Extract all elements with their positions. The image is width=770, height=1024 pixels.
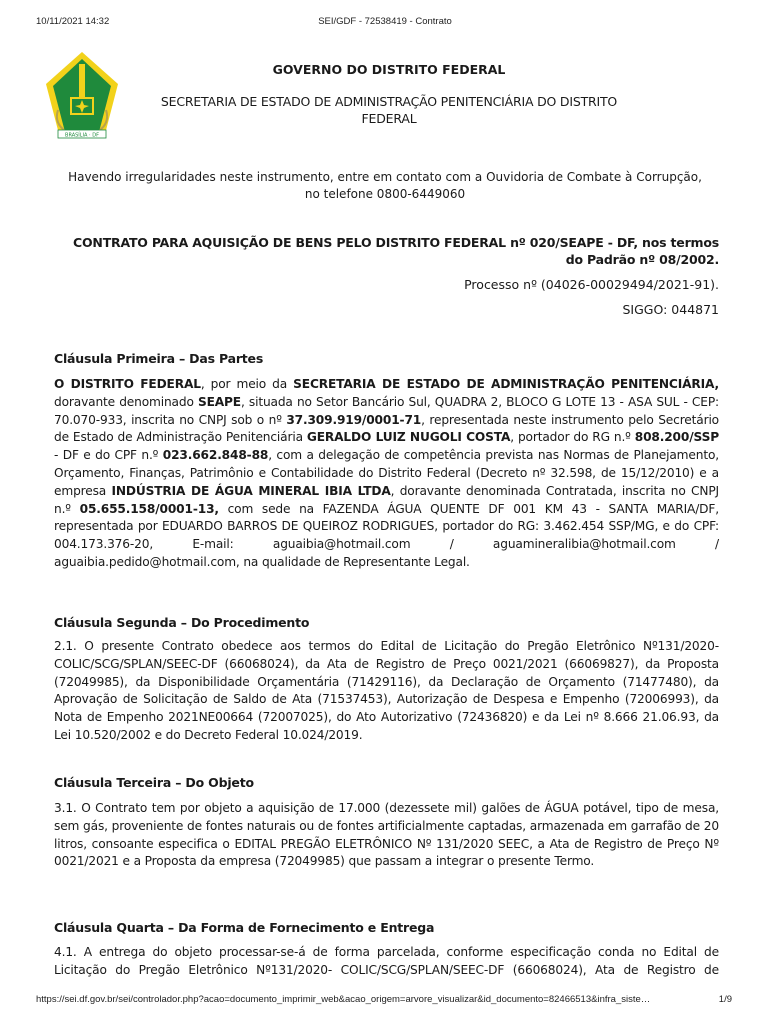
secretaria-title: SECRETARIA DE ESTADO DE ADMINISTRAÇÃO PENITENCIÁRIA DO DISTRITO FEDERAL bbox=[160, 94, 618, 126]
company-name: INDÚSTRIA DE ÁGUA MINERAL IBIA LTDA bbox=[111, 483, 391, 498]
clause-1-heading: Cláusula Primeira – Das Partes bbox=[54, 351, 264, 366]
cnpj-seape: 37.309.919/0001-71 bbox=[286, 412, 422, 427]
processo-number: Processo nº (04026-00029494/2021-91). bbox=[464, 277, 719, 292]
clause-1-span: , portador do RG n.º bbox=[510, 430, 635, 445]
clause-1-span: , doravante denominada Contratada, inscrita no CNPJ n.º bbox=[54, 483, 719, 516]
secretary-cpf: 023.662.848-88 bbox=[162, 448, 269, 463]
clause-2-heading: Cláusula Segunda – Do Procedimento bbox=[54, 615, 310, 630]
clause-1-span: , com a delegação de competência prevista nas Normas de Planejamento, Orçamento, Finanças, Patrimônio e Contabilidade do Distrito Federal (Decreto nº 32.598, de 15/12/2010) e a empresa bbox=[54, 448, 719, 498]
siggo-number: SIGGO: 044871 bbox=[622, 302, 719, 317]
secretary-rg: 808.200/SSP bbox=[634, 430, 720, 445]
contract-title: CONTRATO PARA AQUISIÇÃO DE BENS PELO DISTRITO FEDERAL nº 020/SEAPE - DF, nos termos do Padrão nº 08/2002. bbox=[73, 235, 719, 267]
print-date: 10/11/2021 14:32 bbox=[36, 16, 110, 27]
acronym-seape: SEAPE bbox=[197, 394, 241, 409]
ouvidoria-notice: Havendo irregularidades neste instrumento, entre em contato com a Ouvidoria de Combate à Corrupção, no telefone 0800-6449060 bbox=[68, 170, 702, 201]
clause-1-span: , representada neste instrumento pelo Secretário de Estado de Administração Penitenciária bbox=[54, 412, 719, 445]
clause-1-span: , situada no Setor Bancário Sul, QUADRA 2, BLOCO G LOTE 13 - ASA SUL - CEP: 70.070-933, inscrita no CNPJ sob o nº bbox=[54, 394, 720, 427]
print-url: https://sei.df.gov.br/sei/controlador.php?acao=documento_imprimir_web&acao_origem=arvore_visualizar&id_documento=82466513&infra_siste… bbox=[36, 994, 651, 1005]
clause-1-span: , por meio da bbox=[200, 377, 294, 391]
clause-1-span: doravante denominado bbox=[54, 394, 198, 409]
company-cnpj: 05.655.158/0001-13, bbox=[79, 501, 219, 516]
gdf-brasao-logo bbox=[44, 50, 120, 142]
clause-1-span: - DF e do CPF n.º bbox=[54, 448, 163, 463]
clause-4-text: 4.1. A entrega do objeto processar-se-á de forma parcelada, conforme especificação conda no Edital de Licitação do Pregão Eletrônico Nº131/2020- COLIC/SCG/SPLAN/SEEC-DF (66068024), Ata de Registro de bbox=[54, 945, 719, 977]
clause-4-heading: Cláusula Quarta – Da Forma de Fornecimento e Entrega bbox=[54, 920, 435, 935]
clause-1-span: com sede na FAZENDA ÁGUA QUENTE DF 001 KM 43 - SANTA MARIA/DF, representada por EDUARDO BARROS DE QUEIROZ RODRIGUES, portador do RG: 3.462.454 SSP/MG, e do CPF: 004.173.376-20, E-mail: aguaibia@hotmail.com / aguamineralibia@hotmail.com / aguaibia.pedido@hotmail.com, na qualidade de Representante Legal. bbox=[54, 501, 719, 569]
clause-3-heading: Cláusula Terceira – Do Objeto bbox=[54, 775, 254, 790]
party-distrito-federal: O DISTRITO FEDERAL bbox=[54, 377, 201, 391]
party-secretaria: SECRETARIA DE ESTADO DE ADMINISTRAÇÃO PENITENCIÁRIA, bbox=[293, 377, 719, 391]
government-title: GOVERNO DO DISTRITO FEDERAL bbox=[272, 62, 506, 77]
clause-2-text: 2.1. O presente Contrato obedece aos termos do Edital de Licitação do Pregão Eletrônico Nº131/2020-COLIC/SCG/SPLAN/SEEC-DF (66068024), da Ata de Registro de Preço 0021/2021 (66069827), da Proposta (72049985), da Disponibilidade Orçamentária (71429116), da Declaração de Orçamento (71477480), da Aprovação de Solicitação de Saldo de Ata (71537453), Autorização de Despesa e Empenho (72006993), da Nota de Empenho 2021NE00664 (72007025), do Ato Autorizativo (72436820) e da Lei nº 8.666 21.06.93, da Lei 10.520/2002 e do Decreto Federal 10.024/2019. bbox=[54, 639, 719, 742]
page-number: 1/9 bbox=[718, 994, 732, 1005]
clause-3-text: 3.1. O Contrato tem por objeto a aquisição de 17.000 (dezessete mil) galões de ÁGUA potável, tipo de mesa, sem gás, proveniente de fontes naturais ou de fontes artificialmente captadas, armazenada em garrafão de 20 litros, consoante especifica o EDITAL PREGÃO ELETRÔNICO Nº 131/2020 SEEC, a Ata de Registro de Preço Nº 0021/2021 e a Proposta da empresa (72049985) que passam a integrar o presente Termo. bbox=[54, 801, 719, 869]
print-document-title: SEI/GDF - 72538419 - Contrato bbox=[318, 16, 452, 27]
clause-1-text bbox=[54, 376, 719, 572]
secretary-name: GERALDO LUIZ NUGOLI COSTA bbox=[306, 430, 511, 445]
logo-banner-text: BRASÍLIA · DF bbox=[65, 132, 99, 139]
